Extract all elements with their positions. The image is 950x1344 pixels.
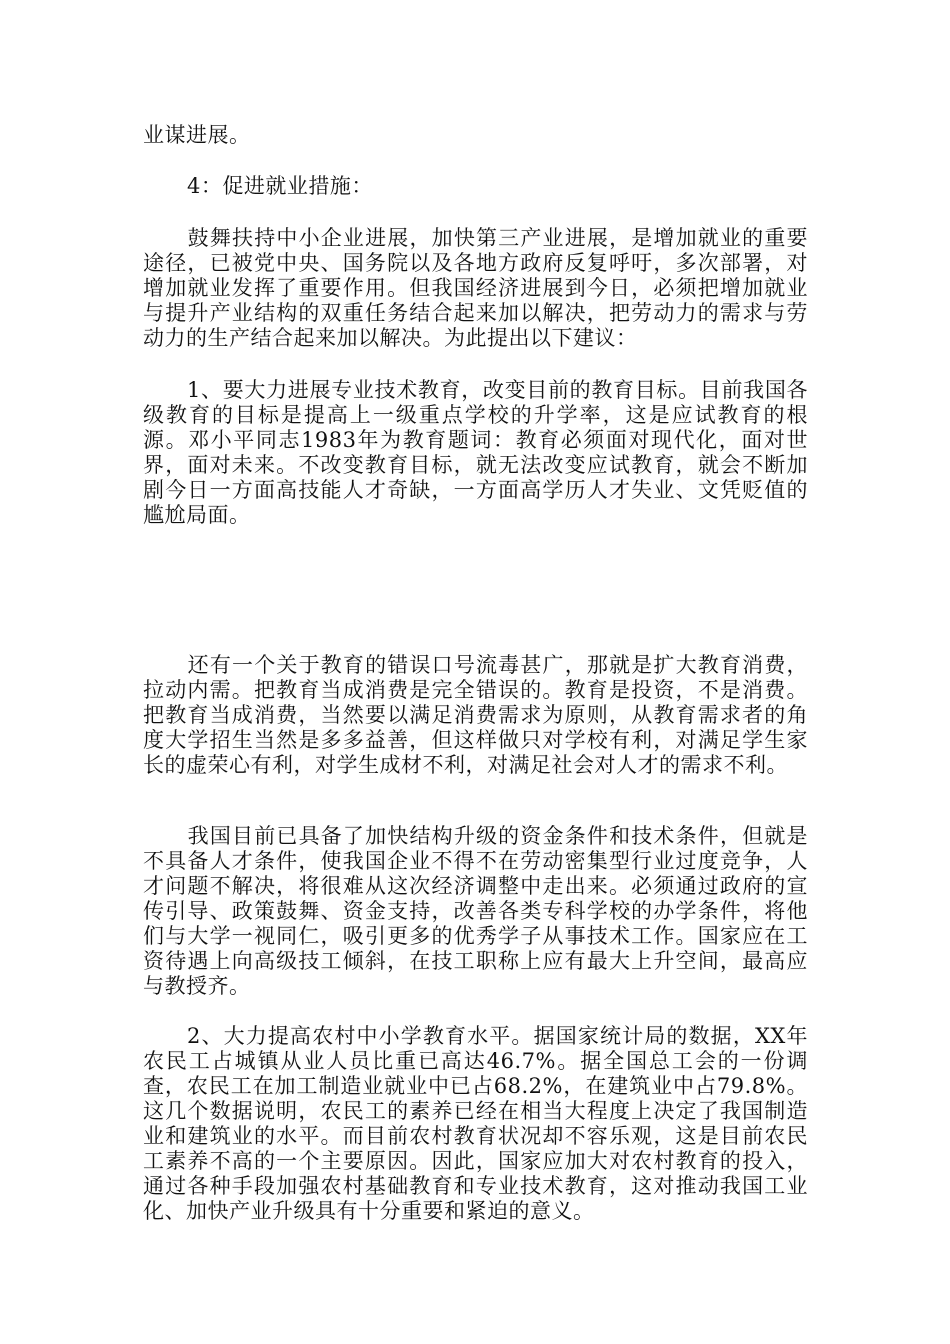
- paragraph-suggestion-1: [143, 378, 808, 528]
- paragraph-text: 1、要大力进展专业技术教育，改变目前的教育目标。目前我国各级教育的目标是提高上一级重点学校的升学率，这是应试教育的根源。邓小平同志1983年为教育题词：教育必须面对现代化，面对世界，面对未来。不改变教育目标，就无法改变应试教育，就会不断加剧今日一方面高技能人才奇缺，一方面高学历人才失业、文凭贬值的尴尬局面。: [143, 378, 808, 527]
- paragraph-text: 鼓舞扶持中小企业进展，加快第三产业进展，是增加就业的重要途径，已被党中央、国务院以及各地方政府反复呼吁，多次部署，对增加就业发挥了重要作用。但我国经济进展到今日，必须把增加就业与提升产业结构的双重任务结合起来加以解决，把劳动力的需求与劳动力的生产结合起来加以解决。为此提出以下建议：: [143, 226, 808, 350]
- paragraph-intro: [143, 226, 808, 351]
- paragraph-suggestion-2: [143, 1024, 808, 1224]
- paragraph-talent-conditions: [143, 824, 808, 999]
- section-heading: [143, 174, 808, 199]
- paragraph-text: 4：促进就业措施：: [187, 174, 373, 198]
- paragraph-text: 2、大力提高农村中小学教育水平。据国家统计局的数据，XX年农民工占城镇从业人员比重已高达46.7%。据全国总工会的一份调查，农民工在加工制造业就业中已占68.2%，在建筑业中占79.8%。这几个数据说明，农民工的素养已经在相当大程度上决定了我国制造业和建筑业的水平。而目前农村教育状况却不容乐观，这是目前农民工素养不高的一个主要原因。因此，国家应加大对农村教育的投入，通过各种手段加强农村基础教育和专业技术教育，这对推动我国工业化、加快产业升级具有十分重要和紧迫的意义。: [143, 1024, 808, 1223]
- paragraph-text: 业谋进展。: [143, 123, 251, 147]
- paragraph-text: 我国目前已具备了加快结构升级的资金条件和技术条件，但就是不具备人才条件，使我国企业不得不在劳动密集型行业过度竞争，人才问题不解决，将很难从这次经济调整中走出来。必须通过政府的宣传引导、政策鼓舞、资金支持，改善各类专科学校的办学条件，将他们与大学一视同仁，吸引更多的优秀学子从事技术工作。国家应在工资待遇上向高级技工倾斜，在技工职称上应有最大上升空间，最高应与教授齐。: [143, 824, 808, 998]
- paragraph-text: 还有一个关于教育的错误口号流毒甚广，那就是扩大教育消费，拉动内需。把教育当成消费是完全错误的。教育是投资，不是消费。把教育当成消费，当然要以满足消费需求为原则，从教育需求者的角度大学招生当然是多多益善，但这样做只对学校有利，对满足学生家长的虚荣心有利，对学生成材不利，对满足社会对人才的需求不利。: [143, 653, 808, 777]
- paragraph-education-consumption: [143, 653, 808, 778]
- paragraph-continuation: [143, 123, 808, 148]
